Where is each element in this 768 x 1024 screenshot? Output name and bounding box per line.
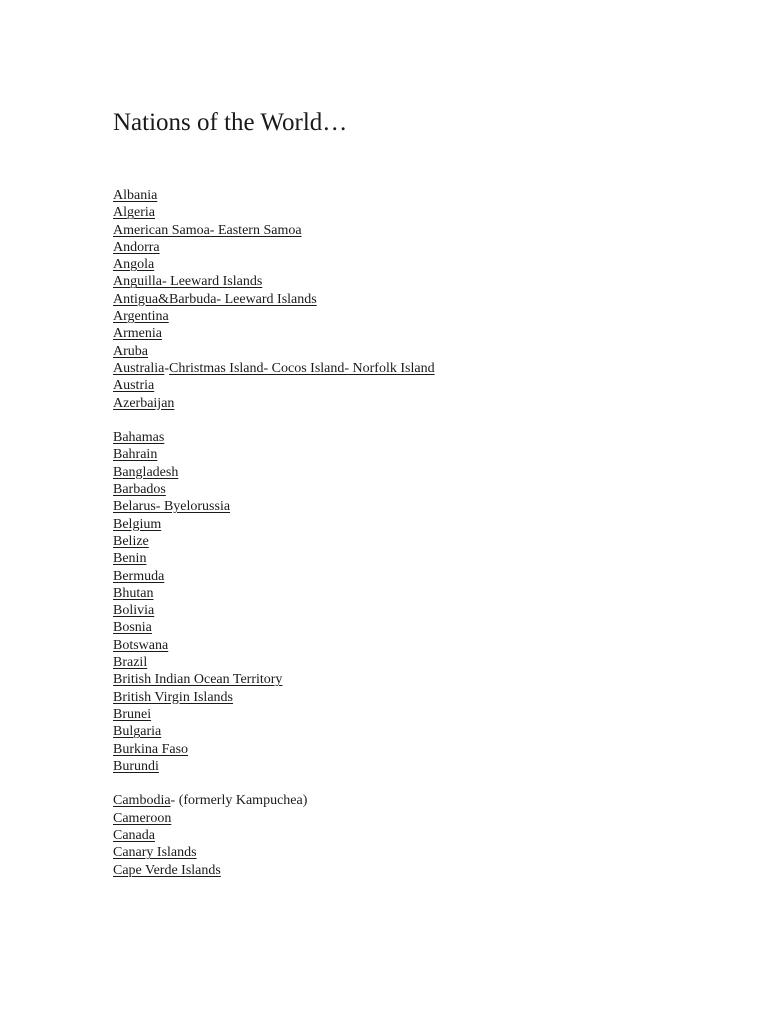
nation-entry (113, 343, 713, 360)
nation-entry (113, 741, 713, 758)
nation-link[interactable]: Andorra (113, 239, 160, 255)
nation-link[interactable]: Angola (113, 257, 155, 273)
nation-link[interactable]: Bangladesh (113, 464, 179, 480)
nation-entry (113, 273, 713, 290)
nation-entry (113, 429, 713, 446)
nation-link[interactable]: Burundi (113, 758, 159, 774)
nation-link[interactable]: Byelorussia (163, 499, 231, 515)
nation-link[interactable]: Brunei (113, 706, 152, 722)
nation-link[interactable]: Austria (113, 378, 155, 394)
nation-entry (113, 187, 713, 204)
nation-entry (113, 637, 713, 654)
nation-link[interactable]: Bhutan (113, 585, 154, 601)
nation-link[interactable]: Canary Islands (113, 845, 197, 861)
nation-link[interactable]: Australia (113, 360, 165, 376)
nation-link[interactable]: Antigua&Barbuda- Leeward Islands (113, 291, 317, 307)
nation-entry (113, 619, 713, 636)
nation-entry (113, 671, 713, 688)
nation-link[interactable]: Bolivia (113, 603, 155, 619)
group-spacer (113, 412, 713, 429)
nation-entry (113, 498, 713, 515)
nation-entry (113, 360, 713, 377)
nation-entry (113, 810, 713, 827)
nation-link[interactable]: Bahamas (113, 430, 165, 446)
group-spacer (113, 775, 713, 792)
nation-link[interactable]: Armenia (113, 326, 162, 342)
nation-link[interactable]: Anguilla- Leeward Islands (113, 274, 263, 290)
nation-entry (113, 464, 713, 481)
page-title: Nations of the World… (113, 109, 348, 136)
nation-entry (113, 689, 713, 706)
nation-entry (113, 516, 713, 533)
nation-link[interactable]: Cape Verde Islands (113, 862, 221, 878)
nation-link[interactable]: Bosnia (113, 620, 152, 636)
nation-entry (113, 308, 713, 325)
nation-link[interactable]: Albania (113, 188, 158, 203)
nation-entry (113, 585, 713, 602)
nation-entry (113, 550, 713, 567)
nation-entry (113, 533, 713, 550)
nation-entry (113, 654, 713, 671)
nation-entry (113, 723, 713, 740)
nation-link[interactable]: Canada (113, 827, 155, 843)
nation-link[interactable]: Cameroon (113, 810, 172, 826)
nation-link[interactable]: Aruba (113, 343, 148, 359)
nation-link[interactable]: Benin (113, 551, 147, 567)
nation-link[interactable]: Barbados (113, 482, 166, 498)
nation-entry (113, 377, 713, 394)
nation-link[interactable]: Brazil (113, 655, 148, 671)
nation-link[interactable]: Bermuda (113, 568, 165, 584)
nation-link[interactable]: Argentina (113, 309, 169, 325)
nation-entry (113, 758, 713, 775)
nation-entry (113, 481, 713, 498)
nation-entry (113, 706, 713, 723)
nation-link[interactable]: American Samoa- Eastern Samoa (113, 222, 302, 238)
nation-list (113, 187, 713, 879)
nation-link[interactable]: Christmas Island- Cocos Island- Norfolk Island (169, 360, 435, 376)
nation-entry (113, 844, 713, 861)
nation-note: - (164, 360, 169, 376)
nation-link[interactable]: Botswana (113, 637, 169, 653)
nation-entry (113, 291, 713, 308)
nation-link[interactable]: Bulgaria (113, 724, 162, 740)
nation-entry (113, 256, 713, 273)
nation-entry (113, 239, 713, 256)
nation-entry (113, 395, 713, 412)
nation-link[interactable]: Algeria (113, 205, 155, 221)
nation-entry (113, 827, 713, 844)
nation-link[interactable]: Belize (113, 533, 149, 549)
document-page (113, 106, 713, 879)
nation-entry (113, 325, 713, 342)
nation-link[interactable]: Belgium (113, 516, 162, 532)
nation-link[interactable]: Bahrain (113, 447, 158, 463)
nation-link[interactable]: Azerbaijan (113, 395, 175, 411)
nation-entry (113, 602, 713, 619)
nation-link[interactable]: British Indian Ocean Territory (113, 672, 283, 688)
nation-entry (113, 792, 713, 809)
nation-link[interactable]: British Virgin Islands (113, 689, 233, 705)
nation-note: - (formerly Kampuchea) (170, 793, 308, 809)
nation-entry (113, 204, 713, 221)
nation-entry (113, 222, 713, 239)
nation-entry (113, 568, 713, 585)
nation-entry (113, 862, 713, 879)
nation-link[interactable]: Burkina Faso (113, 741, 189, 757)
nation-entry (113, 446, 713, 463)
nation-link[interactable]: Cambodia (113, 793, 171, 809)
nation-link[interactable]: Belarus- (113, 499, 164, 515)
